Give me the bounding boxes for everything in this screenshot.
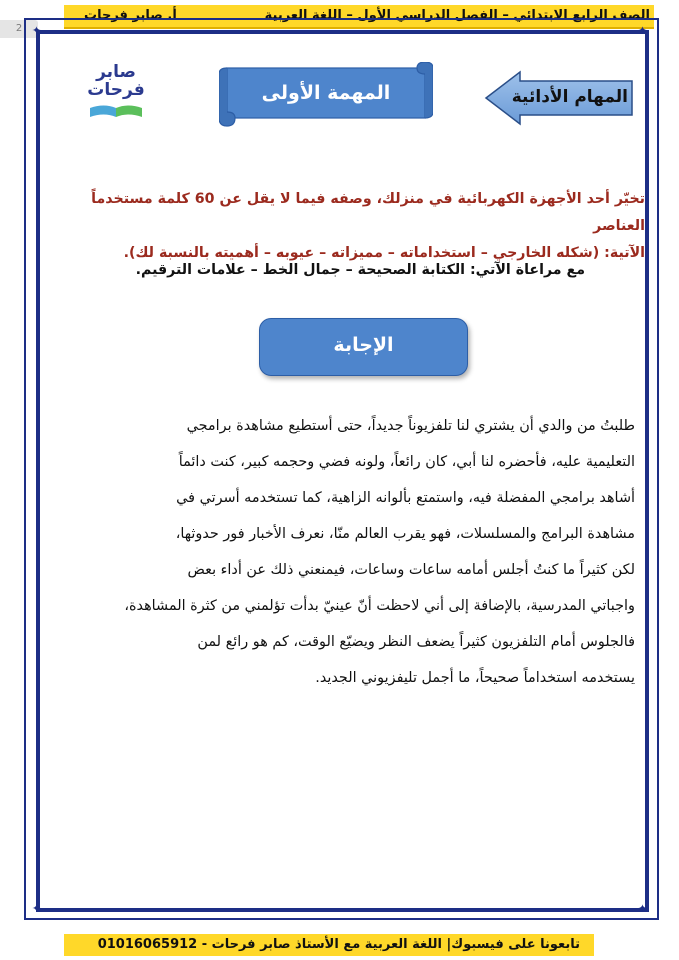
answer-line: لكن كثيراً ما كنتُ أجلس أمامه ساعات وساعات، فيمنعني ذلك عن أداء بعض (187, 562, 635, 578)
task-arrow (484, 70, 634, 126)
writing-note: مع مراعاة الآتي: الكتابة الصحيحة – جمال الخط – علامات الترقيم. (135, 262, 585, 278)
corner-star-icon: ✦ (637, 902, 648, 915)
answer-label: الإجابة (333, 334, 394, 356)
answer-line: يستخدمه استخداماً صحيحاً، ما أجمل تليفزيوني الجديد. (315, 670, 635, 686)
answer-line: طلبتُ من والدي أن يشتري لنا تلفزيوناً جديداً، حتى أستطيع مشاهدة برامجي (186, 418, 635, 434)
task-banner-label: المهمة الأولى (261, 82, 391, 104)
task-line-2: الآتية: (شكله الخارجي – استخداماته – مميزاته – عيوبه – أهميته بالنسبة لك). (123, 245, 645, 261)
open-book-icon (88, 104, 144, 118)
answer-banner (259, 318, 468, 376)
answer-line: مشاهدة البرامج والمسلسلات، فهو يقرب العالم منّا، نعرف الأخبار فور حدوثها، (175, 526, 635, 542)
task-line-1: تخيّر أحد الأجهزة الكهربائية في منزلك، وصفه فيما لا يقل عن 60 كلمة مستخدماً العناصر (91, 191, 645, 234)
task-banner (219, 62, 433, 128)
corner-star-icon: ✦ (31, 24, 42, 37)
header-title: الصف الرابع الابتدائي – الفصل الدراسي الأول – اللغة العربية (264, 8, 650, 23)
answer-line: التعليمية عليه، فأحضره لنا أبي، كان رائعاً، ولونه فضي وحجمه كبير، كنت دائماً (178, 454, 635, 470)
answer-line: أشاهد برامجي المفضلة فيه، واستمتع بألوانه الزاهية، كما تستخدمه أسرتي في (176, 490, 635, 506)
footer-bar (64, 934, 594, 956)
task-instructions (35, 186, 645, 267)
logo-bottom-text: فرحات (87, 80, 145, 100)
answer-line: واجباتي المدرسية، بالإضافة إلى أني لاحظت أنّ عينيّ بدأت تؤلمني من كثرة المشاهدة، (124, 598, 635, 614)
answer-paragraph (45, 408, 635, 696)
logo-top-text: صابر (96, 62, 136, 82)
page-number: 2 (0, 20, 38, 38)
corner-star-icon: ✦ (31, 902, 42, 915)
answer-line: فالجلوس أمام التلفزيون كثيراً يضعف النظر ويضيّع الوقت، كم هو رائع لمن (197, 634, 635, 650)
task-arrow-label: المهام الأدائية (511, 87, 628, 107)
footer-text: تابعونا على فيسبوك| اللغة العربية مع الأستاذ صابر فرحات - 01016065912 (97, 937, 580, 952)
corner-star-icon: ✦ (637, 24, 648, 37)
header-author: أ. صابر فرحات (84, 8, 177, 23)
logo (72, 60, 160, 118)
